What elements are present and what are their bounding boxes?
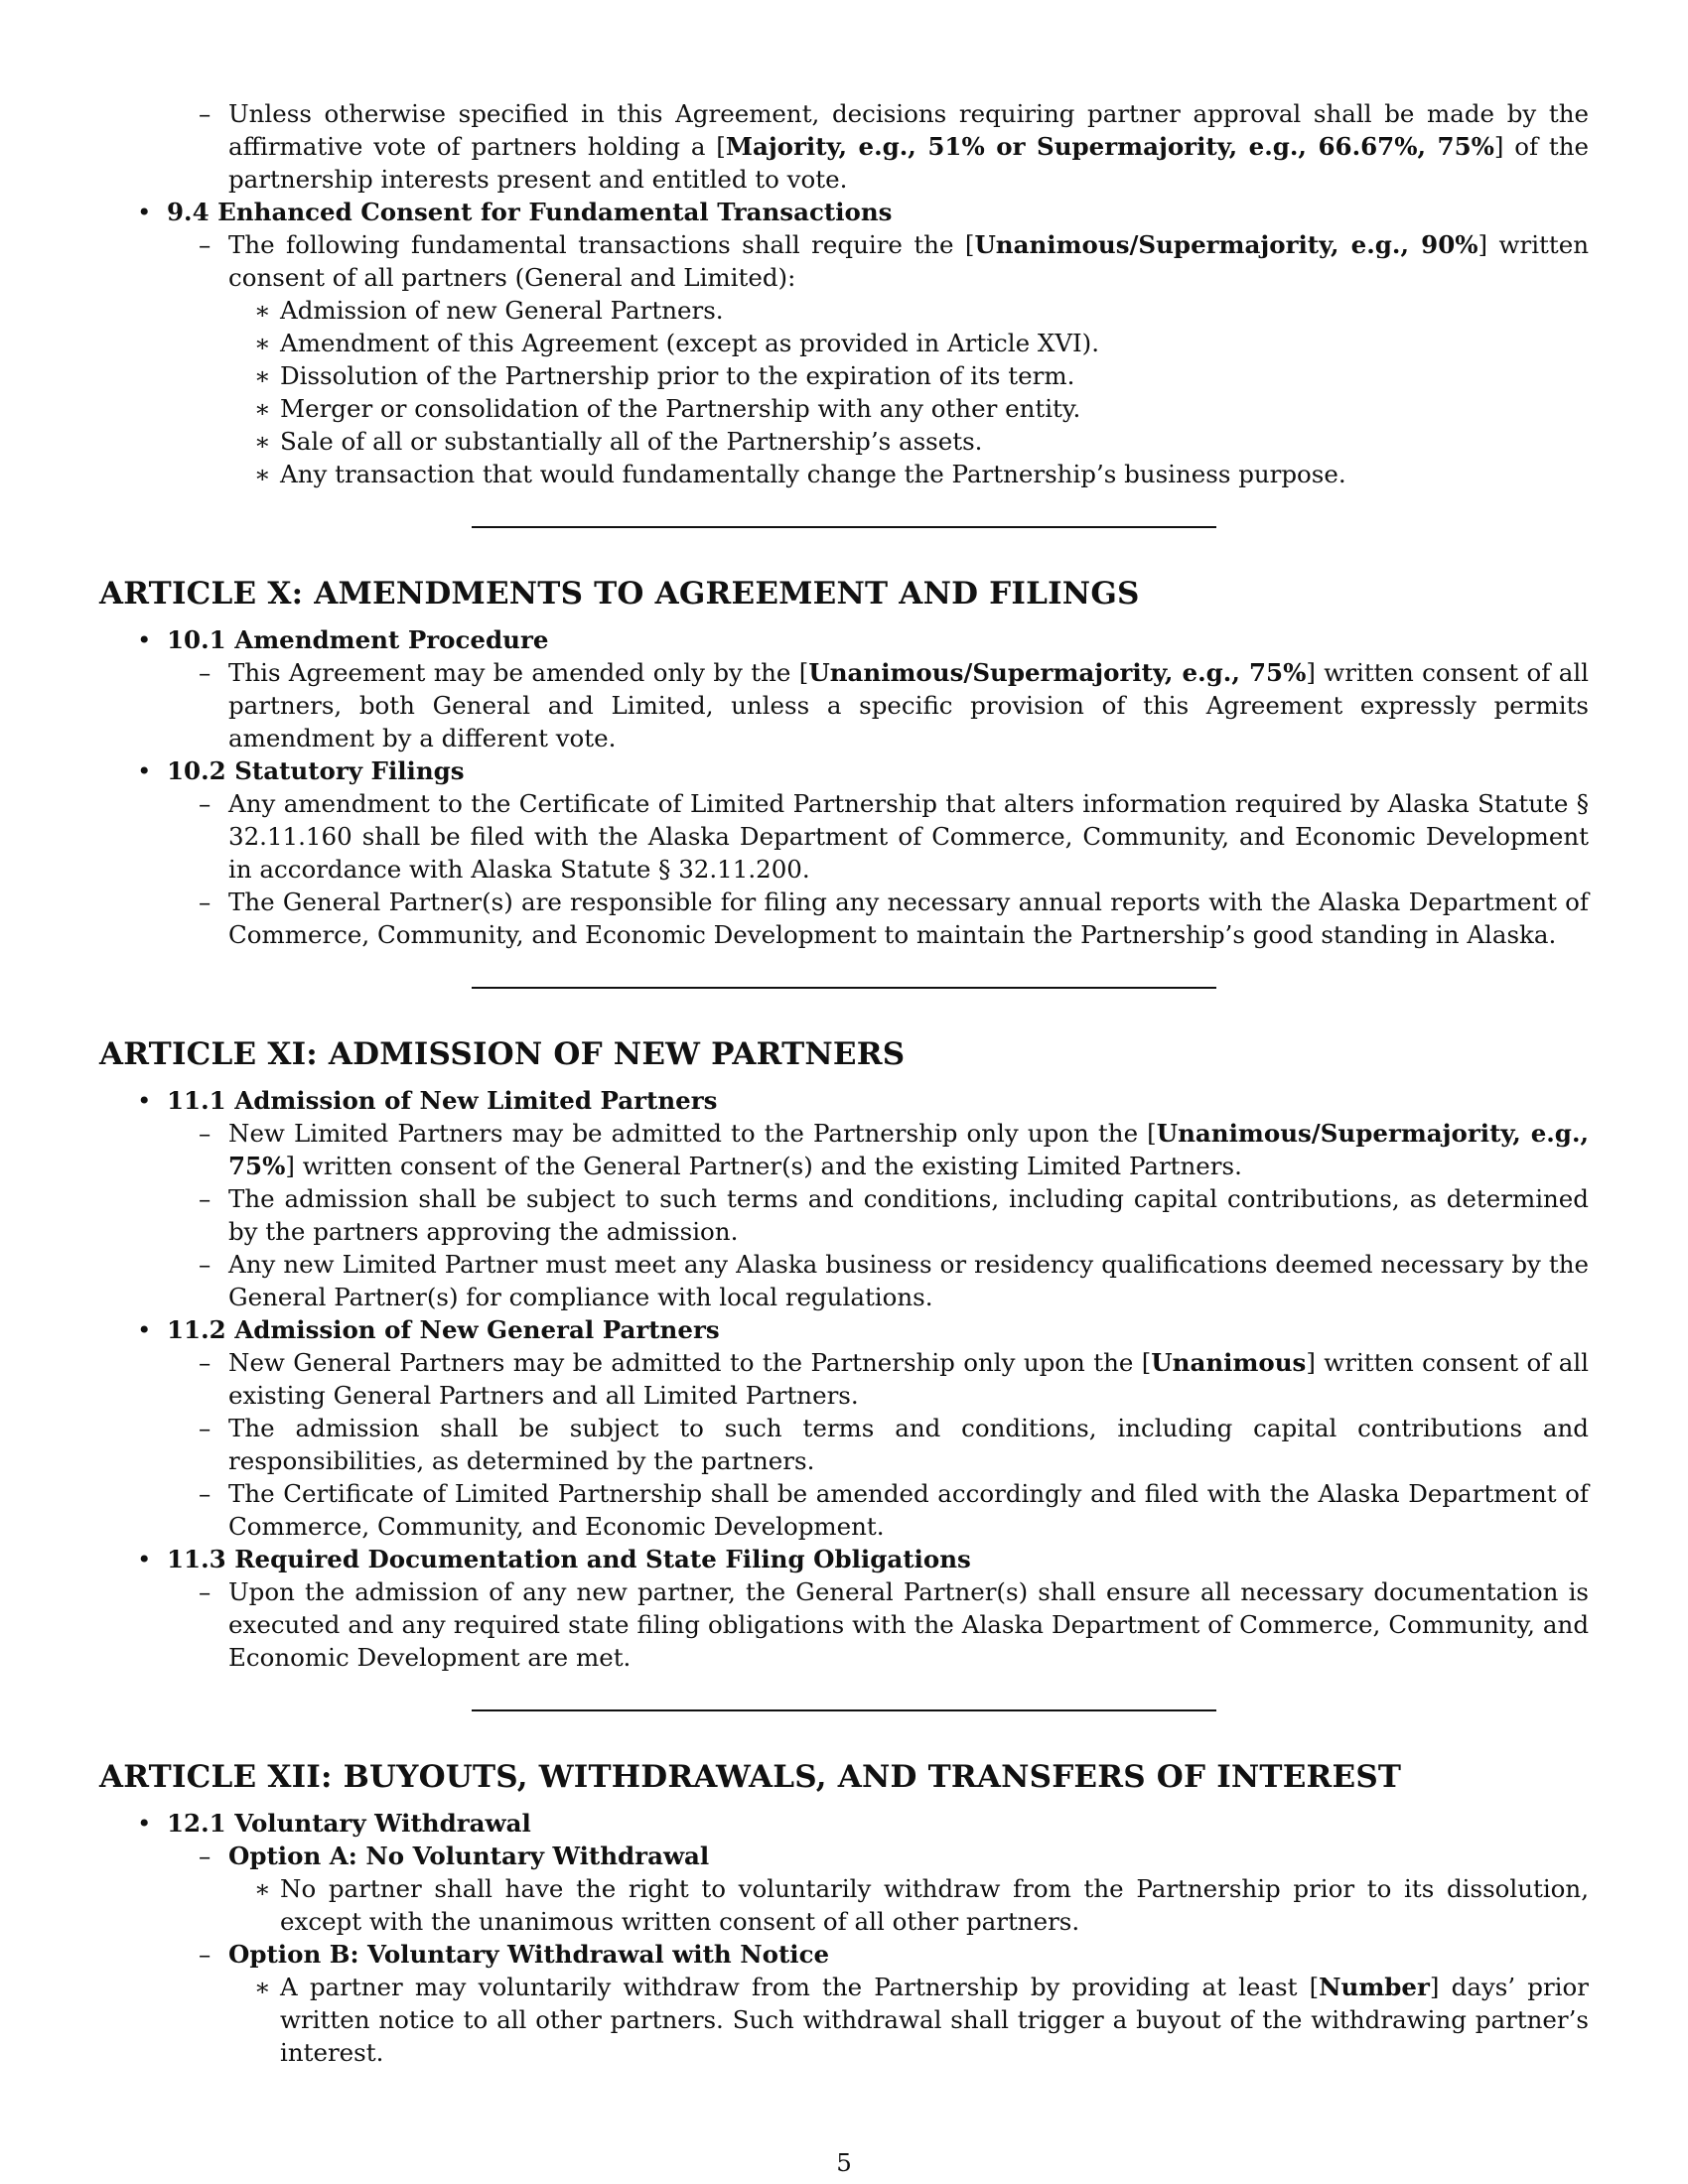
dash-marker: –: [199, 1479, 211, 1508]
list-item: – The admission shall be subject to such terms and conditions, including capital contributions and responsibilities, as determined by the partners.: [199, 1414, 1589, 1475]
dash-marker: –: [199, 887, 211, 916]
star-marker: ∗: [254, 1874, 271, 1903]
section-heading: • 11.2 Admission of New General Partners: [137, 1315, 720, 1344]
section-heading: • 10.2 Statutory Filings: [137, 756, 465, 785]
bullet-marker: •: [137, 1809, 152, 1838]
dash-marker: –: [199, 658, 211, 687]
section-heading: • 11.1 Admission of New Limited Partners: [137, 1086, 718, 1115]
section-heading: • 12.1 Voluntary Withdrawal: [137, 1809, 531, 1838]
sub-list-item: ∗ A partner may voluntarily withdraw from the Partnership by providing at least [Number] days’ prior written notice to all other partners. Such withdrawal shall trigger a buyout of the withdrawing partner’s interest.: [254, 1973, 1589, 2067]
dash-marker: –: [199, 1842, 211, 1870]
bullet-marker: •: [137, 1086, 152, 1115]
bullet-marker: •: [137, 1315, 152, 1344]
sub-list-item: ∗ Admission of new General Partners.: [254, 296, 724, 325]
option-heading: – Option A: No Voluntary Withdrawal: [199, 1842, 710, 1870]
star-marker: ∗: [254, 394, 271, 423]
list-item: – Any amendment to the Certificate of Limited Partnership that alters information required by Alaska Statute § 32.11.160 shall be filed with the Alaska Department of Commerce, Community, and Economic Development in accordance with Alaska Statute § 32.11.200.: [199, 789, 1589, 884]
list-item: – The following fundamental transactions shall require the [Unanimous/Supermajority, e.g., 90%] written consent of all partners (General and Limited):: [199, 230, 1589, 292]
section-heading: • 9.4 Enhanced Consent for Fundamental Transactions: [137, 198, 893, 226]
option-heading: – Option B: Voluntary Withdrawal with Notice: [199, 1940, 830, 1969]
dash-marker: –: [199, 1348, 211, 1377]
dash-marker: –: [199, 1184, 211, 1213]
list-item: – The Certificate of Limited Partnership shall be amended accordingly and filed with the Alaska Department of Commerce, Community, and Economic Development.: [199, 1479, 1589, 1541]
list-item: – New Limited Partners may be admitted to the Partnership only upon the [Unanimous/Supermajority, e.g., 75%] written consent of the General Partner(s) and the existing Limited Partners.: [199, 1119, 1589, 1180]
sub-list-item: ∗ Merger or consolidation of the Partnership with any other entity.: [254, 394, 1081, 423]
star-marker: ∗: [254, 1973, 271, 2001]
sub-list-item: ∗ Any transaction that would fundamentally change the Partnership’s business purpose.: [254, 460, 1346, 488]
bullet-marker: •: [137, 756, 152, 785]
star-marker: ∗: [254, 460, 271, 488]
sub-list-item: ∗ Dissolution of the Partnership prior to the expiration of its term.: [254, 361, 1075, 390]
bullet-marker: •: [137, 625, 152, 654]
dash-marker: –: [199, 1577, 211, 1606]
list-item: – The General Partner(s) are responsible for filing any necessary annual reports with the Alaska Department of Commerce, Community, and Economic Development to maintain the Partnership’s good standing in Alaska.: [199, 887, 1589, 949]
dash-marker: –: [199, 1250, 211, 1279]
section-divider: [472, 1709, 1216, 1711]
list-item: – New General Partners may be admitted to the Partnership only upon the [Unanimous] written consent of all existing General Partners and all Limited Partners.: [199, 1348, 1589, 1410]
sub-list-item: ∗ Sale of all or substantially all of the Partnership’s assets.: [254, 427, 983, 456]
bullet-marker: •: [137, 1545, 152, 1573]
list-item: – The admission shall be subject to such terms and conditions, including capital contributions, as determined by the partners approving the admission.: [199, 1184, 1589, 1246]
dash-marker: –: [199, 1119, 211, 1148]
star-marker: ∗: [254, 427, 271, 456]
section-divider: [472, 987, 1216, 989]
section-divider: [472, 526, 1216, 528]
dash-marker: –: [199, 789, 211, 818]
dash-marker: –: [199, 1414, 211, 1442]
list-item: – This Agreement may be amended only by the [Unanimous/Supermajority, e.g., 75%] written consent of all partners, both General and Limited, unless a specific provision of this Agreement expressly permits amendment by a different vote.: [199, 658, 1589, 752]
star-marker: ∗: [254, 329, 271, 357]
section-heading: • 10.1 Amendment Procedure: [137, 625, 549, 654]
page-number: 5: [836, 2148, 852, 2177]
star-marker: ∗: [254, 361, 271, 390]
dash-marker: –: [199, 99, 211, 128]
dash-marker: –: [199, 1940, 211, 1969]
star-marker: ∗: [254, 296, 271, 325]
article-title: ARTICLE XII: BUYOUTS, WITHDRAWALS, AND TRANSFERS OF INTEREST: [99, 1759, 1402, 1795]
list-item: – Any new Limited Partner must meet any Alaska business or residency qualifications deemed necessary by the General Partner(s) for compliance with local regulations.: [199, 1250, 1589, 1311]
bullet-marker: •: [137, 198, 152, 226]
article-title: ARTICLE X: AMENDMENTS TO AGREEMENT AND FILINGS: [99, 576, 1140, 612]
dash-marker: –: [199, 230, 211, 259]
article-title: ARTICLE XI: ADMISSION OF NEW PARTNERS: [99, 1036, 906, 1072]
sub-list-item: ∗ Amendment of this Agreement (except as provided in Article XVI).: [254, 329, 1100, 357]
list-item: – Unless otherwise specified in this Agreement, decisions requiring partner approval shall be made by the affirmative vote of partners holding a [Majority, e.g., 51% or Supermajority, e.g., 66.67%, 75%] of the partnership interests present and entitled to vote.: [199, 99, 1589, 194]
document-body: [99, 97, 1589, 2069]
list-item: – Upon the admission of any new partner, the General Partner(s) shall ensure all necessary documentation is executed and any required state filing obligations with the Alaska Department of Commerce, Community, and Economic Development are met.: [199, 1577, 1589, 1672]
section-heading: • 11.3 Required Documentation and State Filing Obligations: [137, 1545, 971, 1573]
sub-list-item: ∗ No partner shall have the right to voluntarily withdraw from the Partnership prior to its dissolution, except with the unanimous written consent of all other partners.: [254, 1874, 1589, 1936]
